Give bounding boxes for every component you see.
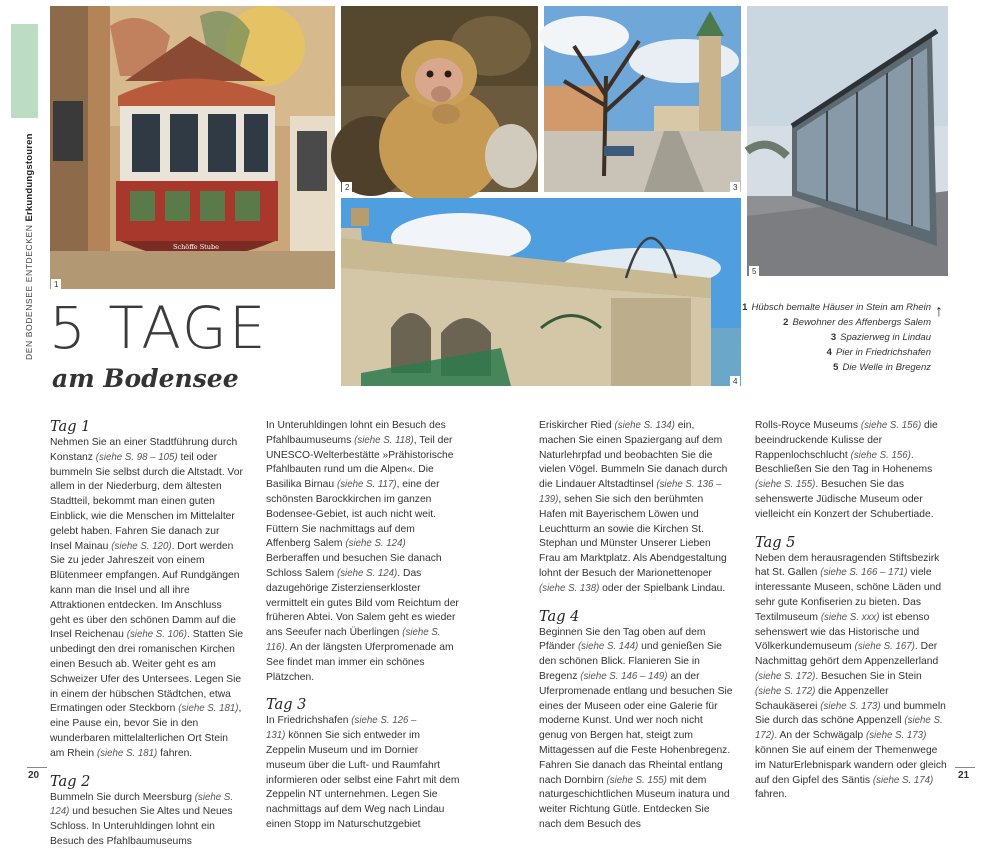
day-paragraph-continued: In Unteruhldingen lohnt ein Besuch des Pfahlbaumuseums (siehe S. 118), Teil der UNESCO-Welterbestätte »Prähistorische Pfahlbauten rund um die Alpen«. Die Basilika Birnau (siehe S. 117), eine der schönsten Barockkirchen im ganzen Bodensee-Gebiet, ist auch nicht weit. Füttern Sie nachmittags auf dem Affenberg Salem (siehe S. 124) Berberaffen und besuchen Sie danach Schloss Salem (siehe S. 124). Das dazugehörige Zisterzienserkloster vermittelt ein gutes Bild vom Reichtum der früheren Abtei. Von Salem geht es wieder ans Seeufer nach Überlingen (siehe S. 116). An der längsten Uferpromenade am See findet man immer ein schönes Plätzchen. [266, 420, 459, 683]
text-column-1 [50, 419, 244, 850]
caption-item: 2 Bewohner des Affenbergs Salem [783, 317, 931, 328]
text-column-2 [266, 419, 460, 833]
day-heading: Tag 1 [50, 419, 91, 435]
photo-number: 1 [51, 279, 61, 290]
bregenz-wave-photo [747, 6, 948, 276]
page-title: 5 TAGE [49, 294, 268, 362]
page-number-left: 20 [28, 770, 40, 781]
arrow-up-icon: ↑ [935, 303, 943, 320]
page-number-rule [955, 767, 975, 768]
running-header [24, 133, 35, 360]
photo-number: 3 [730, 182, 740, 193]
chapter-tab [11, 24, 38, 118]
text-column-4 [755, 419, 949, 803]
painted-house-photo [50, 6, 335, 289]
page-subtitle: am Bodensee [52, 364, 239, 393]
section-label: DEN BODENSEE ENTDECKEN [24, 224, 34, 360]
monkey-photo [341, 6, 538, 192]
day-heading: Tag 3 [266, 697, 307, 714]
photo-number: 5 [749, 266, 759, 277]
caption-item: 4 Pier in Friedrichshafen [826, 347, 931, 358]
day-paragraph: In Friedrichshafen (siehe S. 126 – 131) können Sie sich entweder im Zeppelin Museum und im Dornier museum über die Luft- und Raumfahrt informieren oder selbst eine Fahrt mit dem Zeppelin NT unternehmen. Legen Sie nachmittags auf dem Weg nach Lindau einen Stopp im Naturschutzgebiet [266, 715, 460, 830]
page-number-rule [27, 767, 47, 768]
day-paragraph-continued: Rolls-Royce Museums (siehe S. 156) die beeindruckende Kulisse der Rappenlochschlucht (siehe S. 156). Beschließen Sie den Tag in Hohenems (siehe S. 155). Besuchen Sie das sehenswerte Jüdische Museum oder vielleicht ein Konzert der Schubertiade. [755, 420, 938, 520]
text-column-3 [539, 419, 733, 833]
day-paragraph: Beginnen Sie den Tag oben auf dem Pfänder (siehe S. 144) und genießen Sie den schönen Blick. Flanieren Sie in Bregenz (siehe S. 146 – 149) an der Uferpromenade entlang und besuchen Sie eines der Museen oder eine Galerie für moderne Kunst. Und wer noch nicht genug von Bergen hat, steigt zum Mittagessen auf die Feste Hohenbregenz. Fahren Sie danach das Rheintal entlang nach Dornbirn (siehe S. 155) mit dem naturgeschichtlichen Museum inatura und weiter Richtung Gütle. Entdecken Sie nach dem Besuch des [539, 626, 733, 830]
shop-sign-text: Schöffe Stube [173, 243, 219, 251]
chapter-label: Erkundungstouren [24, 133, 35, 222]
day-paragraph-continued: Eriskircher Ried (siehe S. 134) ein, machen Sie einen Spaziergang auf dem Naturlehrpfad und beobachten Sie die vielen Vögel. Bummeln Sie danach durch die Lindauer Altstadtinsel (siehe S. 136 – 139), sehen Sie sich den berühmten Hafen mit Bayerischem Löwen und Leuchtturm an sowie die Kirchen St. Stephan und Münster Unserer Lieben Frau am Marktplatz. Als Abendgestaltung lohnt der Besuch der Marionettenoper (siehe S. 138) oder der Spielbank Lindau. [539, 420, 728, 594]
caption-item: 1 Hübsch bemalte Häuser in Stein am Rhein [742, 302, 931, 313]
day-paragraph: Bummeln Sie durch Meersburg (siehe S. 124) und besuchen Sie Altes und Neues Schloss. In Unteruhldingen lohnt ein Besuch des Pfahlbaumuseums [50, 791, 234, 847]
photo-captions [741, 300, 931, 375]
page-number-right: 21 [958, 770, 970, 781]
day-heading: Tag 4 [539, 608, 580, 625]
friedrichshafen-pier-photo [341, 198, 741, 386]
day-heading: Tag 2 [50, 773, 91, 790]
day-paragraph: Neben dem herausragenden Stiftsbezirk hat St. Gallen (siehe S. 166 – 171) viele interessante Museen, schöne Läden und sehr gute Konfiserien zu bieten. Das Textilmuseum (siehe S. xxx) ist ebenso sehenswert wie das Historische und Völkerkundemuseum (siehe S. 167). Der Nachmittag gehört dem Appenzellerland (siehe S. 172). Besuchen Sie in Stein (siehe S. 172) die Appenzeller Schaukäserei (siehe S. 173) und bummeln Sie durch das schöne Appenzell (siehe S. 172). An der Schwägalp (siehe S. 173) können Sie auf einem der Themenwege im NaturErlebnispark wandern oder gleich auf den Gipfel des Säntis (siehe S. 174) fahren. [755, 552, 947, 801]
lindau-promenade-photo [544, 6, 741, 192]
day-paragraph: Nehmen Sie an einer Stadtführung durch Konstanz (siehe S. 98 – 105) teil oder bummeln Sie selbst durch die Altstadt. Vor allem in der Niederburg, dem ältesten Stadtteil, bekommt man einen guten Einblick, wie die Menschen im Mittelalter gelebt haben. Fahren Sie danach zur Insel Mainau (siehe S. 120). Dort werden Sie zu jeder Jahreszeit von einem Blütenmeer empfangen. Auf Rundgängen kann man die Insel und all ihre Attraktionen entdecken. Im Anschluss geht es über den schönen Damm auf die Insel Reichenau (siehe S. 106). Statten Sie unbedingt den drei romanischen Kirchen einen Besuch ab. Weiter geht es am Schweizer Ufer des Untersees. Legen Sie in einem der hübschen Städtchen, etwa Ermatingen oder Steckborn (siehe S. 181), eine Pause ein, bevor Sie in den wunderbaren mittelalterlichen Ort Stein am Rhein (siehe S. 181) fahren. [50, 437, 244, 759]
day-heading: Tag 5 [755, 534, 796, 551]
caption-item: 5 Die Welle in Bregenz [833, 362, 931, 373]
photo-number: 2 [342, 182, 352, 193]
photo-number: 4 [730, 376, 740, 387]
caption-item: 3 Spazierweg in Lindau [830, 332, 931, 343]
